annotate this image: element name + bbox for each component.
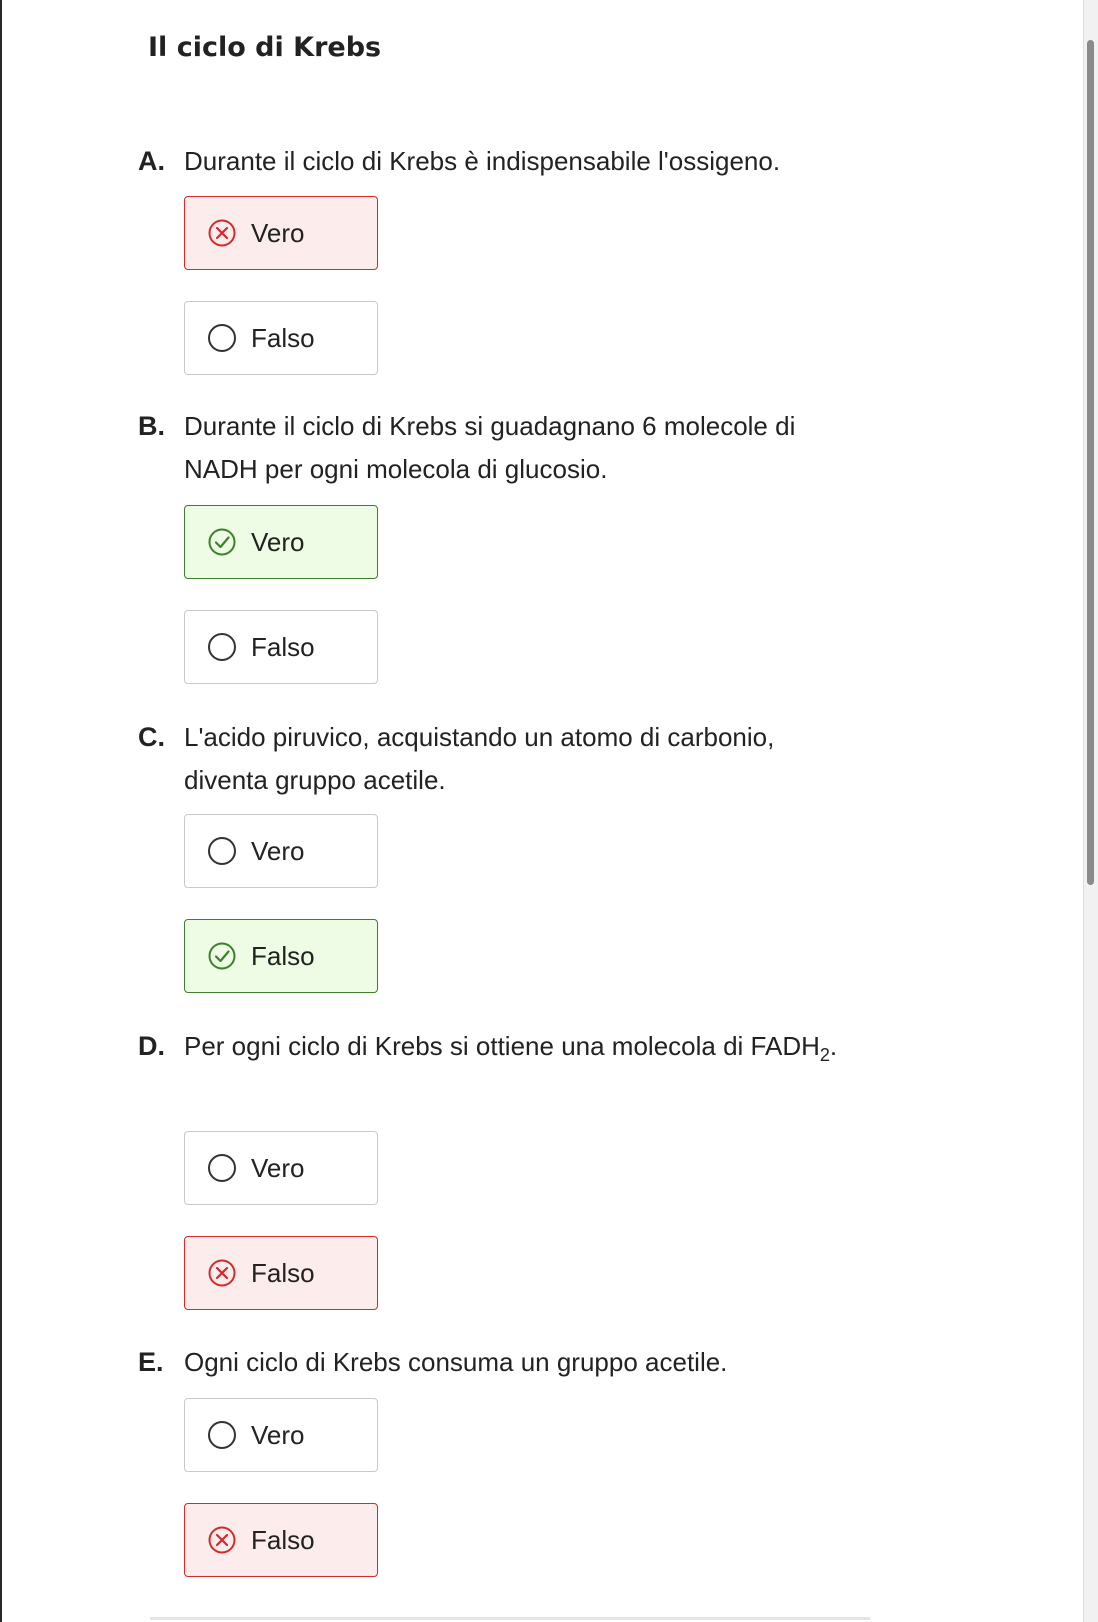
question-d [138,1025,858,1077]
question-letter: E. [138,1347,164,1377]
question-c-option-vero[interactable] [184,814,378,888]
x-circle-icon [207,1525,237,1555]
check-circle-icon [207,527,237,557]
radio-empty-icon [207,323,237,353]
question-text: Durante il ciclo di Krebs è indispensabile l'ossigeno. [184,146,781,176]
option-label: Falso [251,1257,315,1288]
question-text: Durante il ciclo di Krebs si guadagnano 6 molecole di NADH per ogni molecola di glucosio. [184,411,796,484]
option-label: Vero [251,835,305,866]
option-label: Vero [251,217,305,248]
question-letter: A. [138,146,165,176]
question-text: L'acido piruvico, acquistando un atomo di carbonio, diventa gruppo acetile. [184,722,775,795]
question-d-option-falso[interactable] [184,1236,378,1310]
question-c [138,716,858,802]
question-text: Ogni ciclo di Krebs consuma un gruppo acetile. [184,1347,728,1377]
option-label: Falso [251,1524,315,1555]
question-e [138,1341,858,1384]
bottom-divider [150,1617,870,1620]
question-b-option-falso[interactable] [184,610,378,684]
question-b-option-vero[interactable] [184,505,378,579]
option-label: Vero [251,1152,305,1183]
scrollbar-thumb[interactable] [1087,40,1094,885]
option-label: Falso [251,940,315,971]
scrollbar-track[interactable] [1083,0,1098,1622]
question-a [138,140,858,183]
option-label: Vero [251,1419,305,1450]
left-border [0,0,2,1622]
question-e-option-vero[interactable] [184,1398,378,1472]
question-a-option-falso[interactable] [184,301,378,375]
question-text-subscript: 2 [819,1045,830,1066]
radio-empty-icon [207,836,237,866]
x-circle-icon [207,218,237,248]
radio-empty-icon [207,1153,237,1183]
radio-empty-icon [207,1420,237,1450]
question-text [138,1025,858,1077]
option-label: Falso [251,322,315,353]
question-text-end: . [829,1031,838,1061]
question-d-option-vero[interactable] [184,1131,378,1205]
question-letter: C. [138,722,165,752]
question-a-option-vero[interactable] [184,196,378,270]
x-circle-icon [207,1258,237,1288]
option-label: Vero [251,526,305,557]
question-letter: B. [138,411,165,441]
question-e-option-falso[interactable] [184,1503,378,1577]
question-c-option-falso[interactable] [184,919,378,993]
question-b [138,405,858,491]
question-text-main: Per ogni ciclo di Krebs si ottiene una molecola di FADH [184,1031,820,1061]
page-title: Il ciclo di Krebs [148,32,382,63]
option-label: Falso [251,631,315,662]
radio-empty-icon [207,632,237,662]
check-circle-icon [207,941,237,971]
question-letter: D. [138,1031,165,1061]
